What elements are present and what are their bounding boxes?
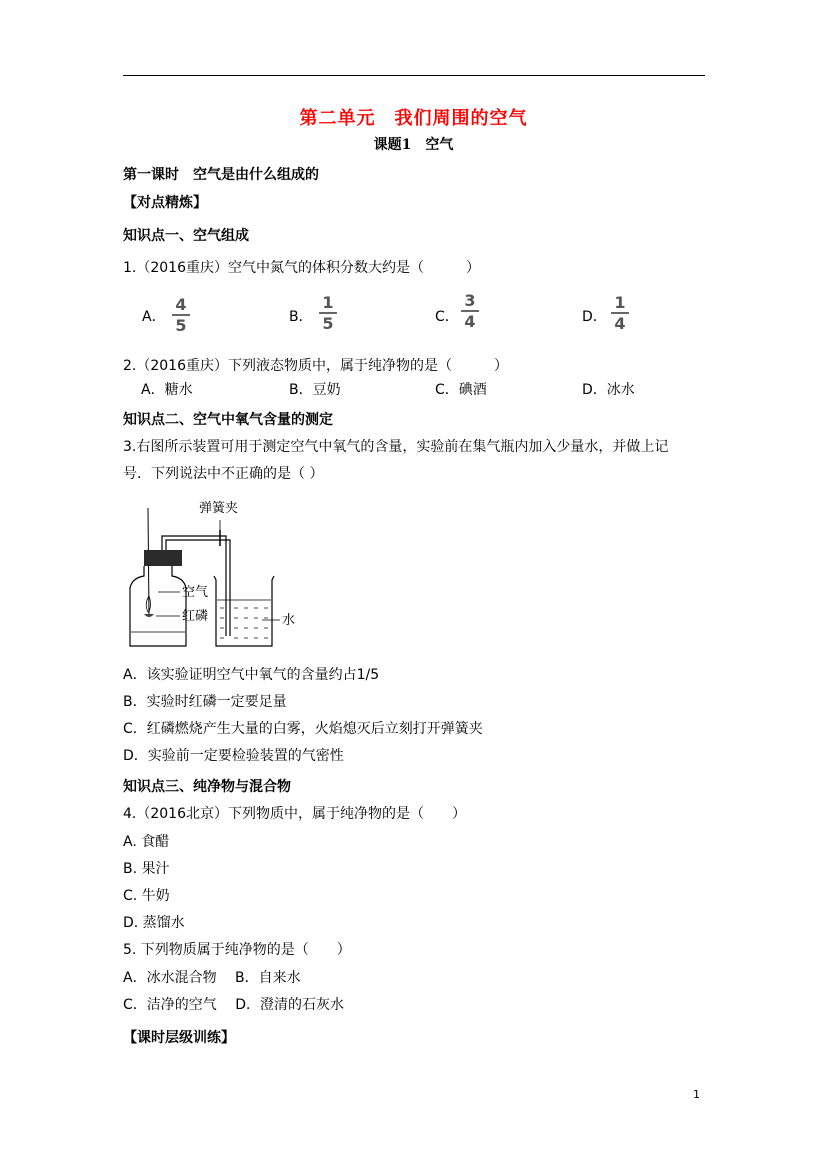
fraction-denominator: 5 [175, 316, 187, 335]
question-3-stem-line2: 号．下列说法中不正确的是（ ） [123, 466, 324, 482]
fraction-denominator: 4 [464, 312, 476, 331]
q3-option-a: A．该实验证明空气中氧气的含量约占1/5 [123, 667, 380, 683]
fraction-numerator: 1 [322, 293, 334, 312]
knowledge-point-1: 知识点一、空气组成 [123, 228, 249, 244]
practice-heading: 【对点精炼】 [123, 195, 207, 211]
q4-option-b: B. 果汁 [123, 861, 170, 877]
q1-option-b-label: B． [289, 309, 313, 325]
training-heading: 【课时层级训练】 [123, 1030, 235, 1046]
q4-option-d: D. 蒸馏水 [123, 915, 185, 931]
knowledge-point-2: 知识点二、空气中氧气含量的测定 [123, 412, 333, 428]
lesson-heading: 第一课时 空气是由什么组成的 [123, 167, 319, 183]
q2-option-b: B．豆奶 [289, 382, 341, 398]
page-title: 第二单元 我们周围的空气 [299, 108, 528, 129]
page-number: 1 [693, 1088, 700, 1101]
q1-option-c-label: C． [435, 309, 459, 325]
air-label: 空气 [182, 585, 209, 600]
q1-option-d-label: D． [582, 309, 607, 325]
clip-label: 弹簧夹 [199, 501, 239, 516]
q1-option-b-fraction [317, 294, 339, 332]
q2-option-a: A．糖水 [141, 382, 193, 398]
q2-option-c: C．碘酒 [435, 382, 487, 398]
fraction-numerator: 1 [614, 293, 626, 312]
q1-option-a-fraction [170, 296, 192, 334]
lesson-subtitle: 课题1 空气 [373, 137, 454, 153]
q3-option-c: C．红磷燃烧产生大量的白雾，火焰熄灭后立刻打开弹簧夹 [123, 721, 483, 737]
question-3-stem-line1: 3.右图所示装置可用于测定空气中氧气的含量，实验前在集气瓶内加入少量水，并做上记 [123, 439, 669, 455]
q5-options-line1: A．冰水混合物 B．自来水 [123, 970, 301, 986]
phosphorus-label: 红磷 [182, 609, 209, 624]
question-1-stem: 1.（2016重庆）空气中氮气的体积分数大约是（ ） [123, 260, 480, 276]
q1-option-c-fraction [459, 292, 481, 330]
apparatus-figure [122, 496, 302, 656]
q5-options-line2: C．洁净的空气 D．澄清的石灰水 [123, 997, 345, 1013]
q3-option-b: B．实验时红磷一定要足量 [123, 694, 287, 710]
q4-option-a: A. 食醋 [123, 834, 170, 850]
question-4-stem: 4.（2016北京）下列物质中，属于纯净物的是（ ） [123, 806, 466, 822]
q2-option-d: D．冰水 [582, 382, 635, 398]
water-label: 水 [282, 613, 296, 628]
q1-option-d-fraction [609, 294, 631, 332]
knowledge-point-3: 知识点三、纯净物与混合物 [123, 779, 291, 795]
q3-option-d: D．实验前一定要检验装置的气密性 [123, 748, 344, 764]
question-2-stem: 2.（2016重庆）下列液态物质中，属于纯净物的是（ ） [123, 358, 508, 374]
fraction-numerator: 3 [464, 291, 476, 310]
question-5-stem: 5. 下列物质属于纯净物的是（ ） [123, 942, 351, 958]
header-rule [123, 75, 705, 76]
q4-option-c: C. 牛奶 [123, 888, 170, 904]
fraction-numerator: 4 [175, 295, 187, 314]
fraction-denominator: 4 [614, 314, 626, 333]
q1-option-a-label: A． [142, 309, 166, 325]
fraction-denominator: 5 [322, 314, 334, 333]
